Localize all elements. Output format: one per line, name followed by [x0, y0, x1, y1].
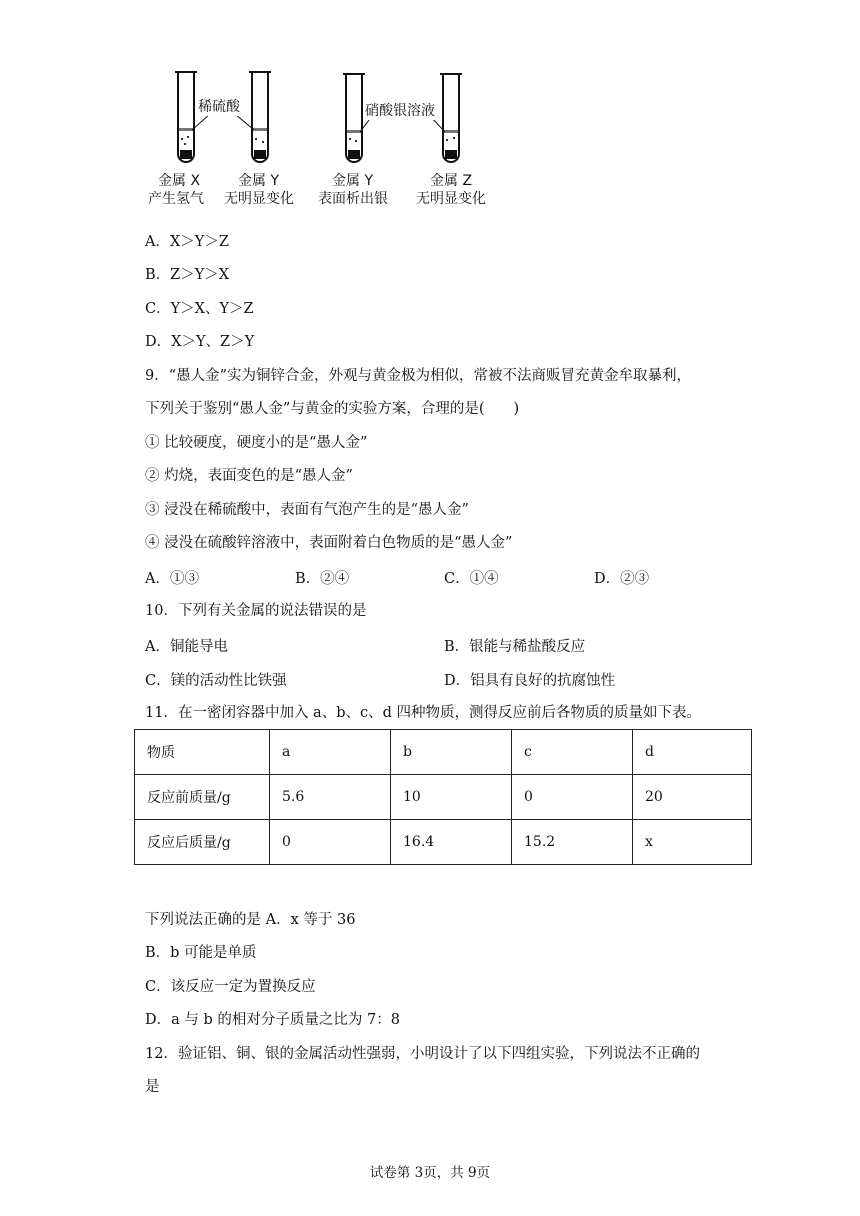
q11-after-table: 下列说法正确的是 A．x 等于 36	[145, 912, 356, 928]
q9-option-c: C．①④	[444, 571, 499, 587]
q9-item-1: ① 比较硬度，硬度小的是“愚人金”	[145, 435, 368, 451]
q9-stem-line2: 下列关于鉴别“愚人金”与黄金的实验方案，合理的是( )	[145, 401, 520, 417]
q9-option-a: A．①③	[145, 571, 199, 587]
page-footer: 试卷第 3页，共 9页	[369, 1165, 491, 1181]
tube-label-3	[318, 172, 388, 208]
q9-item-4: ④ 浸没在硫酸锌溶液中，表面附着白色物质的是“愚人金”	[145, 535, 513, 551]
test-tubes-drawing	[140, 66, 520, 176]
table-cell: 反应前质量/g	[135, 775, 270, 820]
q10-option-c: C．镁的活动性比铁强	[145, 673, 287, 689]
q12-stem-line2: 是	[145, 1079, 160, 1095]
q9-option-b: B．②④	[295, 571, 350, 587]
q11-option-d: D．a 与 b 的相对分子质量之比为 7：8	[145, 1012, 400, 1028]
table-cell: 16.4	[391, 820, 512, 865]
table-cell: 10	[391, 775, 512, 820]
q9-item-3: ③ 浸没在稀硫酸中，表面有气泡产生的是“愚人金”	[145, 502, 469, 518]
test-tube-figure	[140, 66, 520, 207]
q8-option-d: D．X＞Y、Z＞Y	[145, 334, 255, 350]
table-row	[135, 775, 752, 820]
table-cell: c	[512, 730, 633, 775]
tube-result: 无明显变化	[416, 191, 486, 207]
table-cell: 15.2	[512, 820, 633, 865]
table-cell: 20	[633, 775, 752, 820]
tube-result: 无明显变化	[224, 191, 294, 207]
q8-option-c: C．Y＞X、Y＞Z	[145, 301, 254, 317]
q11-mass-table	[134, 729, 752, 865]
q9-option-d: D．②③	[594, 571, 650, 587]
q10-option-b: B．银能与稀盐酸反应	[444, 639, 586, 655]
table-cell: 0	[512, 775, 633, 820]
table-cell: d	[633, 730, 752, 775]
table-cell: a	[270, 730, 391, 775]
q9-stem-line1: 9．“愚人金”实为铜锌合金，外观与黄金极为相似，常被不法商贩冒充黄金牟取暴利，	[145, 368, 692, 384]
tube-label-4	[416, 172, 486, 208]
q9-item-2: ② 灼烧，表面变色的是“愚人金”	[145, 468, 353, 484]
q10-stem: 10．下列有关金属的说法错误的是	[145, 603, 367, 619]
tube-label-2	[224, 172, 294, 208]
q11-option-c: C．该反应一定为置换反应	[145, 979, 316, 995]
tube-result: 产生氢气	[148, 191, 204, 207]
q12-stem-line1: 12．验证铝、铜、银的金属活动性强弱，小明设计了以下四组实验，下列说法不正确的	[145, 1046, 700, 1062]
q10-option-d: D．铝具有良好的抗腐蚀性	[444, 673, 616, 689]
reagent-label-silver-nitrate: 硝酸银溶液	[365, 100, 435, 120]
q8-option-b: B．Z＞Y＞X	[145, 267, 230, 283]
table-row	[135, 820, 752, 865]
tube-metal: 金属 Y	[238, 173, 280, 189]
q11-stem: 11．在一密闭容器中加入 a、b、c、d 四种物质，测得反应前后各物质的质量如下表。	[145, 705, 701, 721]
reagent-label-sulfuric-acid: 稀硫酸	[198, 96, 240, 116]
table-cell: x	[633, 820, 752, 865]
table-cell: 物质	[135, 730, 270, 775]
tube-metal: 金属 Y	[332, 173, 374, 189]
table-cell: b	[391, 730, 512, 775]
tube-label-1	[148, 172, 204, 208]
table-cell: 0	[270, 820, 391, 865]
q8-option-a: A．X＞Y＞Z	[145, 234, 229, 250]
tube-metal: 金属 Z	[430, 173, 473, 189]
table-cell: 5.6	[270, 775, 391, 820]
tube-metal: 金属 X	[158, 173, 201, 189]
tube-result: 表面析出银	[318, 191, 388, 207]
table-header-row	[135, 730, 752, 775]
q11-option-b: B．b 可能是单质	[145, 945, 257, 961]
q10-option-a: A．铜能导电	[145, 639, 228, 655]
table-cell: 反应后质量/g	[135, 820, 270, 865]
